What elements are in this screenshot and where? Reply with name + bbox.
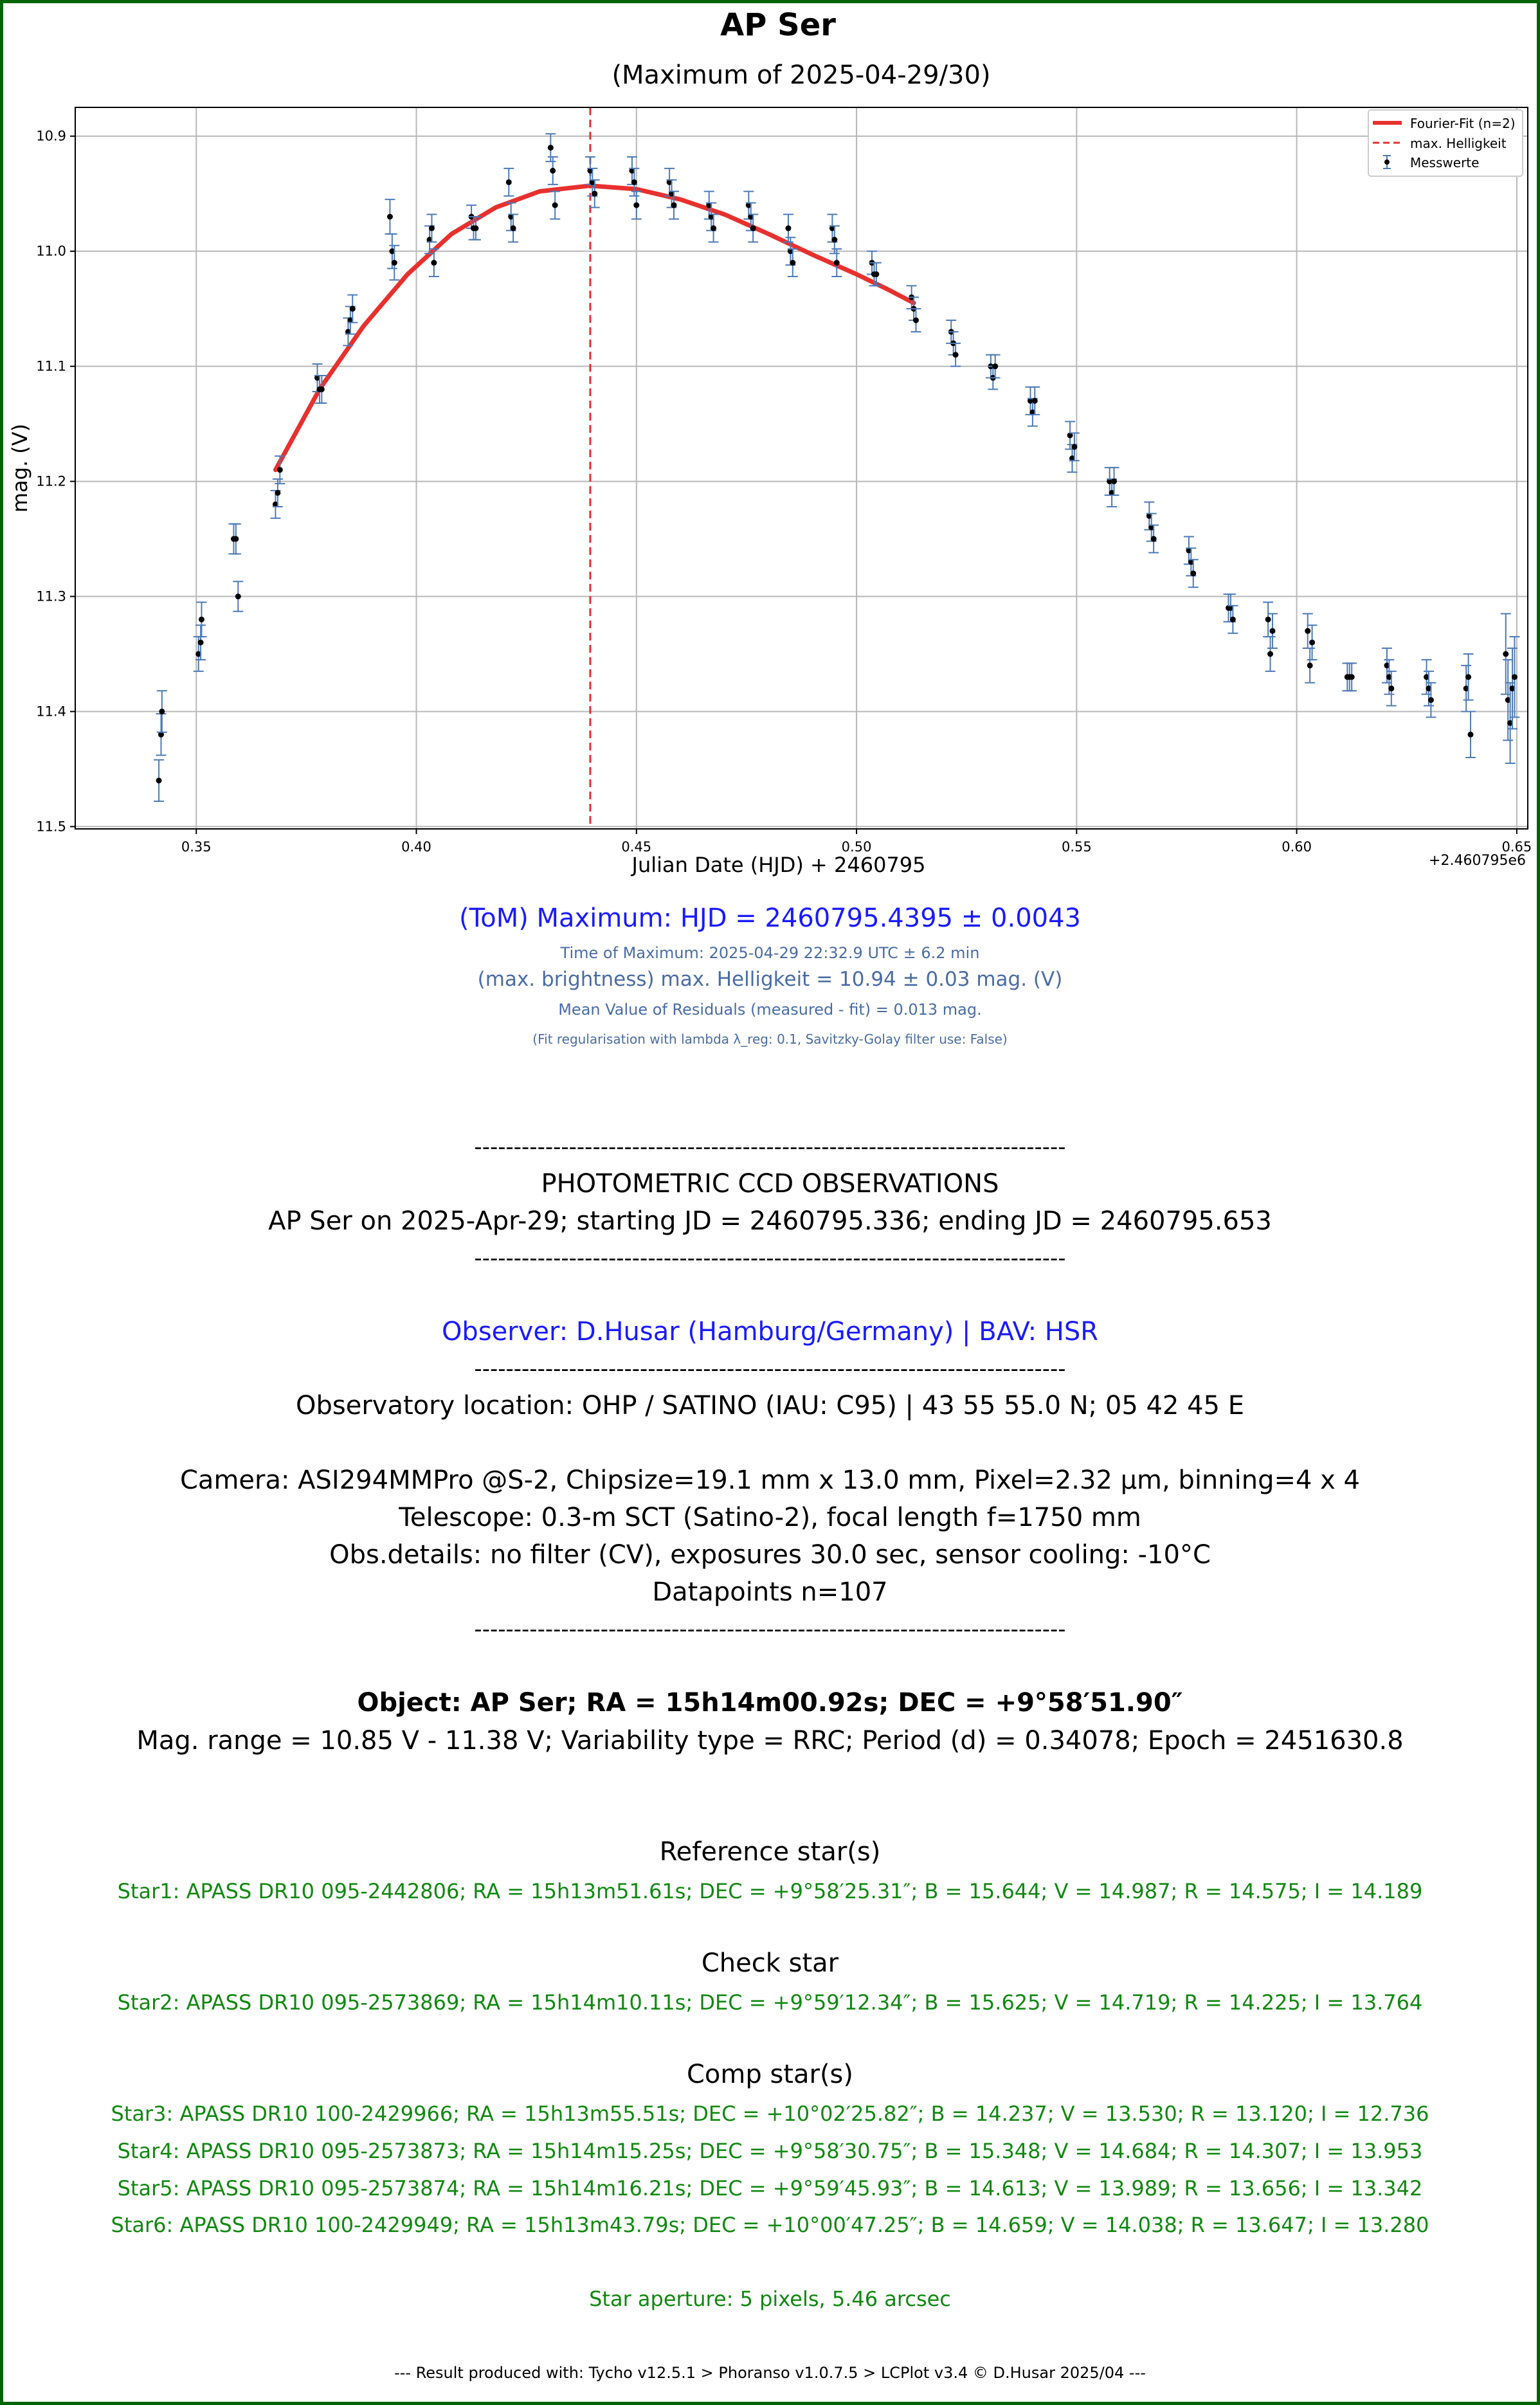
point-marker [387, 214, 393, 220]
point-marker [1071, 444, 1077, 449]
separator-2: --------------------------------------------------------------------------- [474, 1246, 1066, 1271]
max-brightness: (max. brightness) max. Helligkeit = 10.94 ± 0.03 mag. (V) [477, 968, 1063, 991]
fit-layer [276, 107, 914, 829]
legend-points-label: Messwerte [1410, 155, 1480, 170]
x-tick-label: 0.65 [1501, 839, 1532, 855]
chart-title: AP Ser [720, 7, 836, 43]
point-marker [1512, 674, 1517, 680]
x-tick-label: 0.50 [841, 839, 872, 855]
ticks-layer [36, 129, 1532, 855]
y-tick-label: 11.0 [36, 243, 66, 259]
y-tick-label: 11.3 [36, 588, 66, 604]
datapoints: Datapoints n=107 [652, 1577, 888, 1607]
x-tick-label: 0.35 [181, 839, 212, 855]
x-offset-label: +2.460795e6 [1429, 853, 1526, 869]
point-marker [785, 225, 791, 231]
points-layer [154, 134, 1519, 801]
star5: Star5: APASS DR10 095-2573874; RA = 15h14m16.21s; DEC = +9°59′45.93″; B = 14.613; V = 13.989; R = 13.656; I = 13.342 [117, 2176, 1423, 2201]
separator-4: --------------------------------------------------------------------------- [474, 1617, 1066, 1642]
star6: Star6: APASS DR10 100-2429949; RA = 15h13m43.79s; DEC = +10°00′47.25″; B = 14.659; V = 14.038; R = 13.647; I = 13.280 [111, 2213, 1429, 2237]
point-marker [550, 168, 556, 174]
y-tick-label: 11.5 [36, 819, 66, 835]
point-marker [506, 179, 512, 185]
data-point [154, 760, 164, 801]
point-marker [1305, 628, 1310, 634]
tom-result: (ToM) Maximum: HJD = 2460795.4395 ± 0.0043 [458, 903, 1081, 933]
point-marker [350, 306, 356, 312]
x-tick-label: 0.55 [1061, 839, 1092, 855]
point-marker [156, 777, 162, 783]
observatory-location: Observatory location: OHP / SATINO (IAU: C95) | 43 55 55.0 N; 05 42 45 E [296, 1391, 1244, 1420]
point-marker [233, 536, 239, 542]
data-point [196, 602, 206, 637]
time-of-maximum: Time of Maximum: 2025-04-29 22:32.9 UTC ± 6.2 min [560, 944, 980, 962]
data-point [1465, 711, 1476, 758]
comp-title: Comp star(s) [686, 2060, 853, 2089]
point-marker [953, 352, 959, 358]
point-marker [671, 203, 676, 208]
y-tick-label: 10.9 [36, 128, 66, 144]
point-marker [711, 225, 716, 231]
grid-layer [75, 107, 1528, 829]
point-marker [1269, 628, 1275, 634]
point-marker [1111, 478, 1117, 484]
point-marker [992, 363, 998, 369]
point-marker [277, 467, 283, 473]
telescope-info: Telescope: 0.3-m SCT (Satino-2), focal length f=1750 mm [399, 1503, 1141, 1532]
x-tick-label: 0.45 [621, 839, 652, 855]
data-point [1461, 666, 1471, 712]
data-point [1463, 654, 1474, 700]
point-marker [159, 709, 165, 714]
point-marker [1230, 617, 1236, 622]
point-marker [790, 260, 795, 266]
data-point [156, 714, 166, 755]
x-tick-label: 0.40 [401, 839, 431, 855]
observer: Observer: D.Husar (Hamburg/Germany) | BAV: HSR [441, 1317, 1099, 1347]
plot-frame [75, 107, 1528, 829]
y-tick-label: 11.2 [36, 473, 66, 489]
point-marker [1265, 617, 1271, 622]
footer: --- Result produced with: Tycho v12.5.1 > Phoranso v1.0.7.5 > LCPlot v3.4 © D.Husar 2025/04 --- [394, 2364, 1146, 2382]
point-marker [834, 260, 840, 266]
point-marker [431, 260, 437, 266]
point-marker [1309, 640, 1315, 646]
y-tick-label: 11.1 [36, 358, 66, 374]
object-title: Object: AP Ser; RA = 15h14m00.92s; DEC = +9°58′51.90″ [357, 1688, 1183, 1718]
legend-max-label: max. Helligkeit [1410, 136, 1507, 151]
separator-3: --------------------------------------------------------------------------- [474, 1356, 1066, 1382]
regularisation-note: (Fit regularisation with lambda λ_reg: 0.1, Savitzky-Golay filter use: False) [532, 1031, 1008, 1047]
point-marker [1190, 570, 1196, 576]
chart-subtitle: (Maximum of 2025-04-29/30) [611, 60, 991, 90]
point-marker [750, 225, 756, 231]
y-axis-label: mag. (V) [8, 423, 32, 513]
data-point [385, 199, 395, 234]
point-marker [1388, 685, 1394, 691]
separator-1: --------------------------------------------------------------------------- [474, 1134, 1066, 1160]
fit-curve [276, 186, 914, 470]
data-point [1305, 648, 1315, 683]
star2: Star2: APASS DR10 095-2573869; RA = 15h14m10.11s; DEC = +9°59′12.34″; B = 15.625; V = 14.719; R = 14.225; I = 13.764 [117, 1990, 1423, 2015]
point-marker [511, 225, 516, 231]
residuals: Mean Value of Residuals (measured - fit) = 0.013 mag. [558, 1001, 982, 1019]
point-marker [552, 203, 558, 208]
point-marker [1349, 674, 1355, 680]
observations-date: AP Ser on 2025-Apr-29; starting JD = 2460795.336; ending JD = 2460795.653 [268, 1206, 1272, 1236]
data-point [1265, 637, 1276, 671]
point-marker [392, 260, 397, 266]
point-marker [1503, 651, 1508, 657]
data-point [503, 168, 514, 196]
point-marker [873, 271, 879, 277]
star4: Star4: APASS DR10 095-2573873; RA = 15h14m15.25s; DEC = +9°58′30.75″; B = 15.348; V = 14.684; R = 14.307; I = 13.953 [117, 2139, 1423, 2163]
point-marker [913, 318, 919, 323]
point-marker [275, 490, 280, 496]
x-tick-label: 0.60 [1282, 839, 1312, 855]
legend-fit-label: Fourier-Fit (n=2) [1410, 116, 1516, 131]
point-marker [831, 237, 837, 242]
point-marker [473, 225, 478, 231]
legend [1368, 110, 1523, 176]
star-aperture: Star aperture: 5 pixels, 5.46 arcsec [589, 2287, 951, 2311]
object-info: Mag. range = 10.85 V - 11.38 V; Variability type = RRC; Period (d) = 0.34078; Epoch = 2451630.8 [136, 1726, 1404, 1756]
observations-header: PHOTOMETRIC CCD OBSERVATIONS [541, 1169, 999, 1199]
point-marker [1032, 398, 1038, 404]
camera-info: Camera: ASI294MMPro @S-2, Chipsize=19.1 mm x 13.0 mm, Pixel=2.32 µm, binning=4 x 4 [180, 1466, 1360, 1495]
point-marker [319, 386, 325, 392]
point-marker [1468, 732, 1474, 738]
point-marker [1267, 651, 1273, 657]
star1: Star1: APASS DR10 095-2442806; RA = 15h13m51.61s; DEC = +9°58′25.31″; B = 15.644; V = 14.987; R = 14.575; I = 14.189 [117, 1879, 1423, 1903]
point-marker [1307, 662, 1313, 668]
point-marker [1465, 674, 1471, 680]
point-marker [199, 617, 204, 622]
x-axis-label: Julian Date (HJD) + 2460795 [631, 853, 926, 877]
point-marker [633, 203, 639, 208]
point-marker [592, 191, 597, 197]
point-marker [548, 145, 554, 150]
check-title: Check star [701, 1948, 839, 1978]
light-curve-chart [0, 0, 1540, 900]
point-marker [1151, 536, 1157, 542]
star3: Star3: APASS DR10 100-2429966; RA = 15h13m55.51s; DEC = +10°02′25.82″; B = 14.237; V = 13.530; R = 13.120; I = 12.736 [111, 2101, 1429, 2126]
point-marker [1428, 697, 1434, 703]
obs-details: Obs.details: no filter (CV), exposures 30.0 sec, sensor cooling: -10°C [329, 1540, 1211, 1570]
point-marker [631, 179, 637, 185]
y-tick-label: 11.4 [36, 703, 66, 720]
reference-title: Reference star(s) [659, 1837, 881, 1867]
point-marker [235, 594, 241, 599]
point-marker [429, 225, 435, 231]
point-marker [198, 640, 204, 646]
data-point [550, 192, 560, 219]
